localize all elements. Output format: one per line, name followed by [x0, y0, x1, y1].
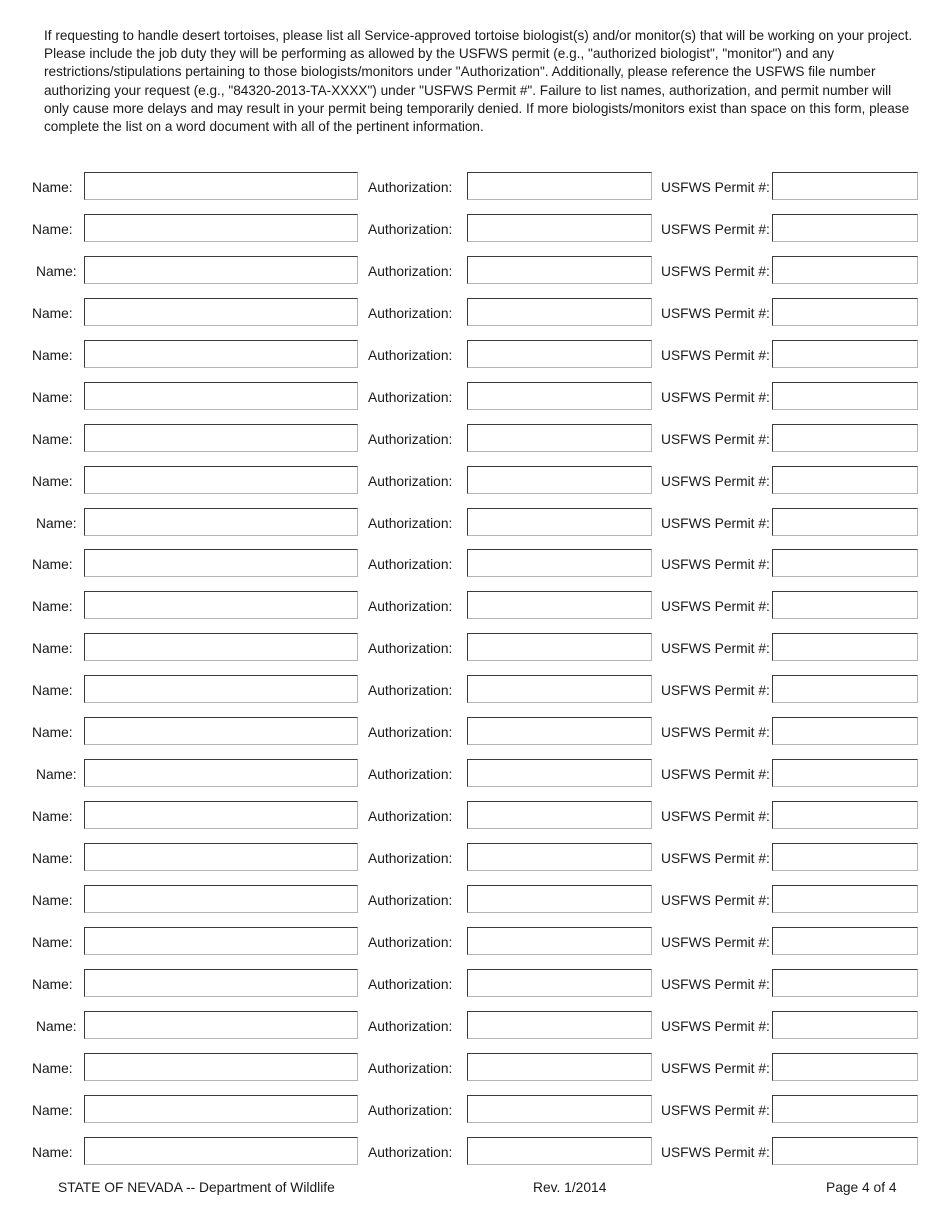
authorization-label: Authorization:	[368, 767, 453, 783]
name-field[interactable]	[84, 340, 358, 368]
permit-label: USFWS Permit #:	[661, 305, 770, 321]
authorization-field[interactable]	[467, 1011, 652, 1039]
permit-number-field[interactable]	[772, 885, 918, 913]
biologist-row	[0, 717, 950, 759]
permit-number-field[interactable]	[772, 969, 918, 997]
biologist-row	[0, 1095, 950, 1137]
authorization-label: Authorization:	[368, 473, 453, 489]
authorization-label: Authorization:	[368, 1144, 453, 1160]
authorization-label: Authorization:	[368, 347, 453, 363]
biologist-row	[0, 969, 950, 1011]
permit-label: USFWS Permit #:	[661, 180, 770, 195]
authorization-label: Authorization:	[368, 725, 453, 741]
permit-number-field[interactable]	[772, 1011, 918, 1039]
name-label: Name:	[32, 473, 73, 489]
name-field[interactable]	[84, 1137, 358, 1165]
biologist-row	[0, 382, 950, 424]
name-label: Name:	[32, 892, 73, 908]
biologist-row	[0, 1137, 950, 1179]
name-label: Name:	[32, 1144, 73, 1160]
authorization-label: Authorization:	[368, 180, 453, 195]
permit-label: USFWS Permit #:	[661, 892, 770, 908]
authorization-label: Authorization:	[368, 851, 453, 866]
biologist-row	[0, 1011, 950, 1053]
permit-number-field[interactable]	[772, 1137, 918, 1165]
biologist-row	[0, 549, 950, 591]
authorization-label: Authorization:	[368, 599, 453, 615]
authorization-label: Authorization:	[368, 892, 453, 908]
name-field[interactable]	[84, 969, 358, 997]
authorization-field[interactable]	[467, 172, 652, 200]
permit-label: USFWS Permit #:	[661, 641, 770, 657]
name-field[interactable]	[84, 382, 358, 410]
authorization-field[interactable]	[467, 885, 652, 913]
authorization-field[interactable]	[467, 927, 652, 955]
authorization-field[interactable]	[467, 1053, 652, 1081]
biologist-row	[0, 885, 950, 927]
permit-label: USFWS Permit #:	[661, 1144, 770, 1160]
permit-label: USFWS Permit #:	[661, 473, 770, 489]
biologist-row	[0, 633, 950, 675]
permit-number-field[interactable]	[772, 633, 918, 661]
name-field[interactable]	[84, 843, 358, 871]
name-label: Name:	[32, 683, 73, 699]
name-label: Name:	[36, 767, 77, 783]
name-field[interactable]	[84, 1053, 358, 1081]
authorization-field[interactable]	[467, 214, 652, 242]
permit-label: USFWS Permit #:	[661, 557, 770, 573]
authorization-field[interactable]	[467, 298, 652, 326]
permit-label: USFWS Permit #:	[661, 1018, 770, 1034]
authorization-field[interactable]	[467, 969, 652, 997]
permit-label: USFWS Permit #:	[661, 347, 770, 363]
footer-revision: Rev. 1/2014	[533, 1180, 607, 1195]
permit-label: USFWS Permit #:	[661, 515, 770, 531]
name-field[interactable]	[84, 298, 358, 326]
permit-number-field[interactable]	[772, 1095, 918, 1123]
biologist-list	[0, 172, 950, 1179]
authorization-field[interactable]	[467, 759, 652, 787]
authorization-field[interactable]	[467, 843, 652, 871]
authorization-field[interactable]	[467, 675, 652, 703]
name-field[interactable]	[84, 172, 358, 200]
permit-label: USFWS Permit #:	[661, 263, 770, 279]
permit-label: USFWS Permit #:	[661, 976, 770, 992]
authorization-field[interactable]	[467, 340, 652, 368]
biologist-row	[0, 172, 950, 214]
biologist-row	[0, 508, 950, 550]
permit-number-field[interactable]	[772, 801, 918, 829]
authorization-field[interactable]	[467, 717, 652, 745]
name-label: Name:	[32, 641, 73, 657]
authorization-field[interactable]	[467, 508, 652, 536]
biologist-row	[0, 675, 950, 717]
permit-number-field[interactable]	[772, 927, 918, 955]
biologist-row	[0, 843, 950, 885]
permit-number-field[interactable]	[772, 340, 918, 368]
permit-label: USFWS Permit #:	[661, 683, 770, 699]
permit-number-field[interactable]	[772, 717, 918, 745]
name-label: Name:	[32, 347, 73, 363]
name-field[interactable]	[84, 633, 358, 661]
permit-label: USFWS Permit #:	[661, 1060, 770, 1076]
authorization-label: Authorization:	[368, 683, 453, 699]
name-field[interactable]	[84, 256, 358, 284]
name-field[interactable]	[84, 549, 358, 577]
authorization-field[interactable]	[467, 801, 652, 829]
permit-number-field[interactable]	[772, 1053, 918, 1081]
permit-number-field[interactable]	[772, 843, 918, 871]
name-field[interactable]	[84, 424, 358, 452]
name-label: Name:	[32, 851, 73, 866]
footer-agency: STATE OF NEVADA -- Department of Wildlife	[58, 1180, 335, 1195]
permit-number-field[interactable]	[772, 214, 918, 242]
biologist-row	[0, 340, 950, 382]
name-label: Name:	[36, 515, 77, 531]
permit-label: USFWS Permit #:	[661, 221, 770, 237]
authorization-field[interactable]	[467, 1095, 652, 1123]
name-label: Name:	[32, 557, 73, 573]
footer-page-number: Page 4 of 4	[826, 1180, 897, 1195]
authorization-label: Authorization:	[368, 263, 453, 279]
permit-number-field[interactable]	[772, 172, 918, 200]
biologist-row	[0, 927, 950, 969]
authorization-label: Authorization:	[368, 557, 453, 573]
authorization-field[interactable]	[467, 591, 652, 619]
name-label: Name:	[32, 809, 73, 825]
authorization-label: Authorization:	[368, 1018, 453, 1034]
name-field[interactable]	[84, 1011, 358, 1039]
name-label: Name:	[32, 976, 73, 992]
permit-number-field[interactable]	[772, 759, 918, 787]
name-label: Name:	[32, 221, 73, 237]
authorization-field[interactable]	[467, 1137, 652, 1165]
name-label: Name:	[32, 180, 73, 195]
authorization-field[interactable]	[467, 549, 652, 577]
instructions-text: If requesting to handle desert tortoises, please list all Service-approved tortoise biologist(s) and/or monitor(s) that will be working on your project. Please include the job duty they will be performing as allowed by the USFWS permit (e.g., "authorized biologist", "monitor") and any restrictions/stipulations pertaining to those biologists/monitors under "Authorization". Additionally, please reference the USFWS file number authorizing your request (e.g., "84320-2013-TA-XXXX") under "USFWS Permit #". Failure to list names, authorization, and permit number will only cause more delays and may result in your permit being temporarily denied. If more biologists/monitors exist than space on this form, please complete the list on a word document with all of the pertinent information.	[44, 28, 913, 135]
biologist-row	[0, 591, 950, 633]
name-label: Name:	[32, 934, 73, 950]
authorization-label: Authorization:	[368, 1102, 453, 1118]
permit-number-field[interactable]	[772, 298, 918, 326]
authorization-label: Authorization:	[368, 515, 453, 531]
authorization-label: Authorization:	[368, 934, 453, 950]
permit-number-field[interactable]	[772, 382, 918, 410]
permit-label: USFWS Permit #:	[661, 389, 770, 405]
permit-number-field[interactable]	[772, 591, 918, 619]
authorization-field[interactable]	[467, 466, 652, 494]
authorization-label: Authorization:	[368, 305, 453, 321]
authorization-label: Authorization:	[368, 431, 453, 447]
permit-label: USFWS Permit #:	[661, 934, 770, 950]
biologist-row	[0, 214, 950, 256]
name-field[interactable]	[84, 759, 358, 787]
permit-label: USFWS Permit #:	[661, 851, 770, 866]
name-label: Name:	[32, 599, 73, 615]
biologist-row	[0, 1053, 950, 1095]
authorization-label: Authorization:	[368, 221, 453, 237]
permit-number-field[interactable]	[772, 424, 918, 452]
name-field[interactable]	[84, 214, 358, 242]
authorization-field[interactable]	[467, 256, 652, 284]
permit-number-field[interactable]	[772, 549, 918, 577]
name-label: Name:	[32, 725, 73, 741]
name-field[interactable]	[84, 801, 358, 829]
permit-number-field[interactable]	[772, 508, 918, 536]
biologist-row	[0, 424, 950, 466]
authorization-label: Authorization:	[368, 1060, 453, 1076]
name-field[interactable]	[84, 1095, 358, 1123]
biologist-row	[0, 759, 950, 801]
permit-label: USFWS Permit #:	[661, 809, 770, 825]
permit-label: USFWS Permit #:	[661, 767, 770, 783]
permit-label: USFWS Permit #:	[661, 1102, 770, 1118]
name-label: Name:	[32, 305, 73, 321]
name-field[interactable]	[84, 466, 358, 494]
name-label: Name:	[32, 389, 73, 405]
name-field[interactable]	[84, 591, 358, 619]
authorization-field[interactable]	[467, 633, 652, 661]
name-field[interactable]	[84, 675, 358, 703]
name-field[interactable]	[84, 508, 358, 536]
name-field[interactable]	[84, 717, 358, 745]
authorization-label: Authorization:	[368, 976, 453, 992]
authorization-field[interactable]	[467, 424, 652, 452]
permit-label: USFWS Permit #:	[661, 599, 770, 615]
permit-number-field[interactable]	[772, 256, 918, 284]
authorization-label: Authorization:	[368, 389, 453, 405]
biologist-row	[0, 256, 950, 298]
permit-label: USFWS Permit #:	[661, 725, 770, 741]
biologist-row	[0, 298, 950, 340]
name-label: Name:	[32, 1060, 73, 1076]
name-field[interactable]	[84, 885, 358, 913]
name-label: Name:	[36, 263, 77, 279]
name-label: Name:	[32, 1102, 73, 1118]
biologist-row	[0, 801, 950, 843]
authorization-label: Authorization:	[368, 809, 453, 825]
biologist-row	[0, 466, 950, 508]
permit-number-field[interactable]	[772, 675, 918, 703]
authorization-field[interactable]	[467, 382, 652, 410]
name-field[interactable]	[84, 927, 358, 955]
name-label: Name:	[36, 1018, 77, 1034]
permit-number-field[interactable]	[772, 466, 918, 494]
authorization-label: Authorization:	[368, 641, 453, 657]
name-label: Name:	[32, 431, 73, 447]
permit-label: USFWS Permit #:	[661, 431, 770, 447]
